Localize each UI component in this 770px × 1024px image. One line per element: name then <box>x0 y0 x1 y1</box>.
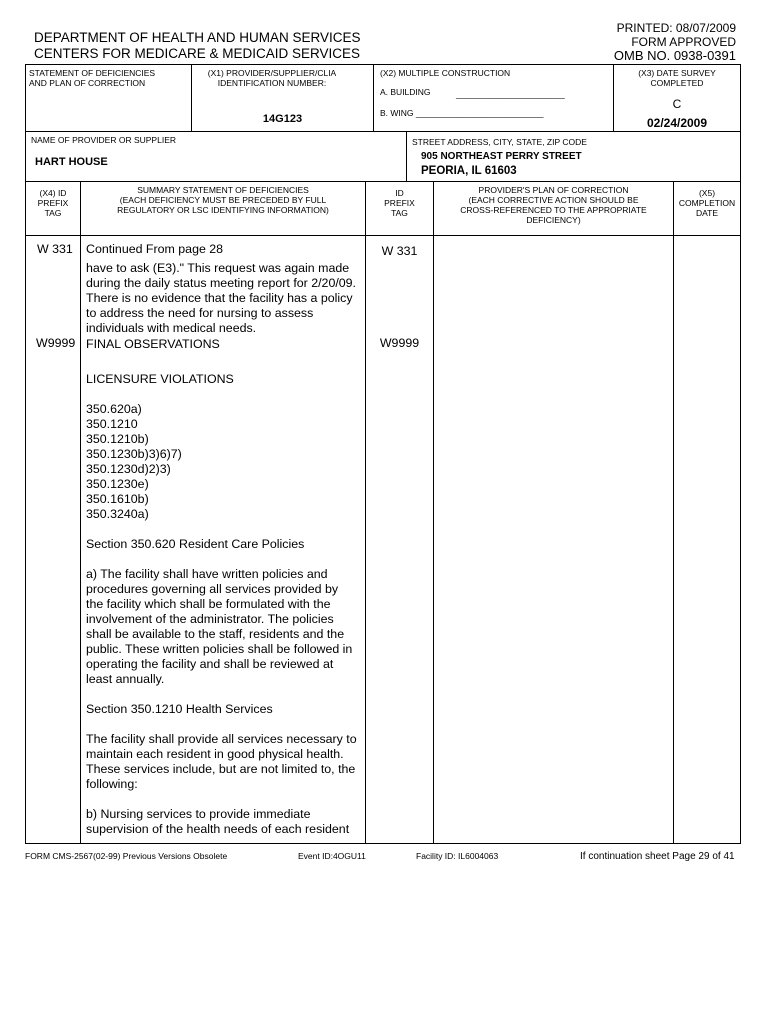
licensure-heading: LICENSURE VIOLATIONS <box>86 372 234 386</box>
summary-header: SUMMARY STATEMENT OF DEFICIENCIES (EACH DEFICIENCY MUST BE PRECEDED BY FULL REGULATORY OR LSC IDENTIFYING INFORMATION) <box>117 185 329 215</box>
omb-number: OMB NO. 0938-0391 <box>613 48 736 63</box>
divider <box>80 181 81 844</box>
id-header: ID PREFIX TAG <box>384 188 415 218</box>
plan-header: PROVIDER'S PLAN OF CORRECTION (EACH CORRECTIVE ACTION SHOULD BE CROSS-REFERENCED TO THE APPROPRIATE DEFICIENCY) <box>460 185 647 225</box>
city-state-zip: PEORIA, IL 61603 <box>421 165 517 177</box>
final-observations-heading: FINAL OBSERVATIONS <box>86 337 220 351</box>
deficiency-text <box>86 242 364 837</box>
divider <box>25 131 741 132</box>
agency-subname: CENTERS FOR MEDICARE & MEDICAID SERVICES <box>34 46 361 61</box>
survey-code: C <box>672 97 682 111</box>
section-heading: Section 350.1210 Health Services <box>86 702 273 716</box>
code-list: 350.620a) 350.1210 350.1210b) 350.1230b)3)6)7) 350.1230d)2)3) 350.1230e) 350.1610b) 350.3240a) <box>86 402 182 521</box>
divider <box>25 235 741 236</box>
x2-label: (X2) MULTIPLE CONSTRUCTION <box>380 68 511 78</box>
printed-date: PRINTED: 08/07/2009 <box>616 21 736 35</box>
statement-label: STATEMENT OF DEFICIENCIES AND PLAN OF CORRECTION <box>29 68 156 88</box>
x3-label: (X3) DATE SURVEY COMPLETED <box>638 68 716 88</box>
divider <box>365 181 366 844</box>
street-address: 905 NORTHEAST PERRY STREET <box>421 151 582 162</box>
id-prefix-tag: W9999 <box>379 336 420 350</box>
building-label: A. BUILDING <box>380 87 431 97</box>
x5-header: (X5) COMPLETION DATE <box>678 188 736 218</box>
provider-name-label: NAME OF PROVIDER OR SUPPLIER <box>31 135 176 145</box>
print-info <box>614 22 736 63</box>
x4-header: (X4) ID PREFIX TAG <box>37 188 69 218</box>
paragraph: have to ask (E3)." This request was again made during the daily status meeting report for 2/20/09. There is no evidence that the facility has a policy to address the need for nursing to assess individuals with medical needs. <box>86 261 356 335</box>
prefix-tag: W 331 <box>37 242 73 256</box>
form-number: FORM CMS-2567(02-99) Previous Versions Obsolete <box>25 851 228 861</box>
form-approved: FORM APPROVED <box>631 34 736 49</box>
survey-date: 02/24/2009 <box>646 116 708 130</box>
paragraph: a) The facility shall have written policies and procedures governing all services provided by the facility which shall be formulated with the involvement of the administrator. The policies shall be available to the staff, residents and the public. These written policies shall be followed in operating the facility and shall be reviewed at least annually. <box>86 567 353 686</box>
provider-name: HART HOUSE <box>35 156 108 168</box>
address-label: STREET ADDRESS, CITY, STATE, ZIP CODE <box>412 137 587 147</box>
paragraph: The facility shall provide all services necessary to maintain each resident in good physical health. These services include, but are not limited to, the following: <box>86 732 357 791</box>
divider <box>25 181 741 182</box>
prefix-tag: W9999 <box>36 336 76 350</box>
agency-header <box>34 30 361 62</box>
id-prefix-tag: W 331 <box>381 244 418 258</box>
divider <box>373 64 374 131</box>
page-number: If continuation sheet Page 29 of 41 <box>580 851 735 862</box>
x1-label: (X1) PROVIDER/SUPPLIER/CLIA IDENTIFICATION NUMBER: <box>207 68 337 88</box>
divider <box>673 181 674 844</box>
event-id: Event ID:4OGU11 <box>298 851 366 861</box>
divider <box>433 181 434 844</box>
facility-id: Facility ID: IL6004063 <box>416 851 499 861</box>
paragraph: b) Nursing services to provide immediate supervision of the health needs of each resident <box>86 807 350 836</box>
agency-name: DEPARTMENT OF HEALTH AND HUMAN SERVICES <box>34 30 361 45</box>
divider <box>406 131 407 181</box>
provider-id-number: 14G123 <box>262 113 303 125</box>
building-field: _______________________ <box>456 89 565 99</box>
continued-note: Continued From page 28 <box>86 242 224 256</box>
wing-field: B. WING ___________________________ <box>380 108 544 118</box>
section-heading: Section 350.620 Resident Care Policies <box>86 537 305 551</box>
